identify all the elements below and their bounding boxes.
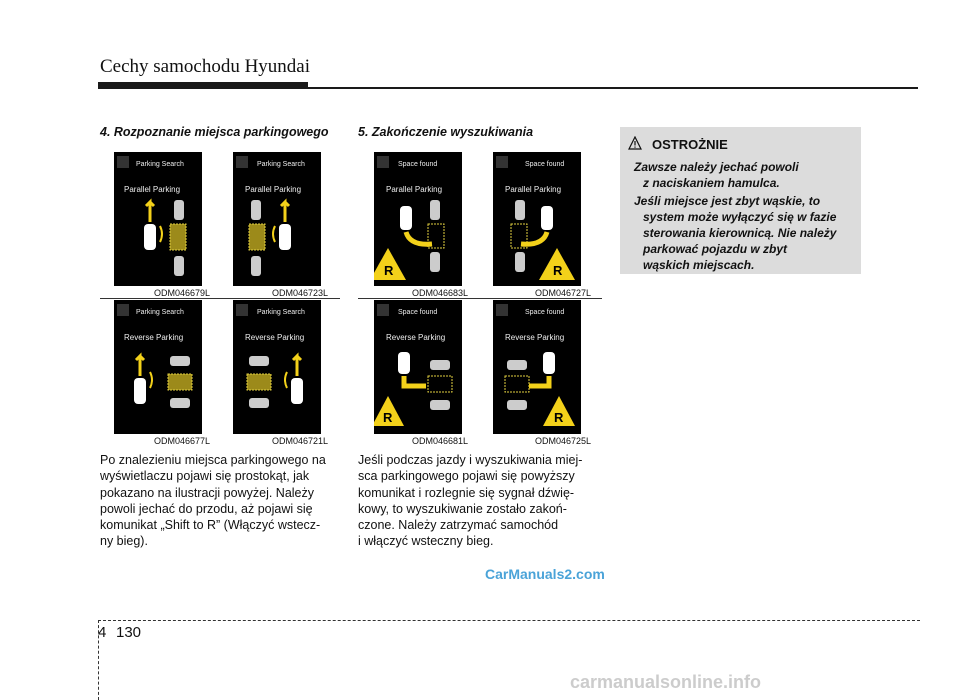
caution-item: Jeśli miejsce jest zbyt wąskie, to system może wyłączyć się w fazie sterowania kierownicą. Nie należy parkować pojazdu w zbyt wąskich miejscach. [634, 194, 837, 272]
figure-parking-search-reverse-2 [233, 300, 321, 434]
page-number-value: 130 [116, 624, 142, 641]
mode-label: Reverse Parking [245, 333, 305, 342]
figure-code: ODM046727L [535, 288, 592, 298]
mode-label: Reverse Parking [124, 333, 184, 342]
figure-code: ODM046723L [272, 288, 329, 298]
r-badge: R [553, 263, 563, 278]
figure-code: ODM046683L [412, 288, 469, 298]
figure-space-found-parallel-2 [493, 152, 581, 286]
figure-parking-search-reverse-1 [114, 300, 202, 434]
screen-label: Parking Search [136, 309, 184, 316]
screen-label: Parking Search [257, 161, 305, 168]
figure-code: ODM046721L [272, 436, 329, 446]
watermark-bottom: carmanualsonline.info [570, 672, 762, 692]
watermark-link[interactable]: CarManuals2.com [485, 566, 605, 582]
figure-divider [358, 298, 602, 299]
section-5-body: Jeśli podczas jazdy i wyszukiwania miej- sca parkingowego pojawi się powyższy komunikat i rozlegnie się sygnał dźwię- kowy, to wyszukiwanie zostało zakoń- czone. Należy zatrzymać samochód i włączyć wsteczny bieg. [358, 453, 583, 549]
section-5-title: 5. Zakończenie wyszukiwania [358, 125, 534, 139]
figure-space-found-reverse-1 [374, 300, 462, 434]
mode-label: Reverse Parking [386, 333, 446, 342]
mode-label: Parallel Parking [124, 185, 181, 194]
figure-divider [100, 298, 340, 299]
caution-box [620, 127, 861, 274]
figure-space-found-reverse-2 [493, 300, 581, 434]
figure-space-found-parallel-1 [374, 152, 462, 286]
screen-label: Space found [398, 309, 438, 316]
figure-parking-search-parallel-1 [114, 152, 202, 286]
figure-code: ODM046725L [535, 436, 592, 446]
screen-label: Parking Search [136, 161, 184, 168]
r-badge: R [554, 410, 564, 425]
r-badge: R [383, 410, 393, 425]
screen-label: Space found [525, 161, 565, 168]
header-rule [98, 87, 918, 89]
figure-code: ODM046677L [154, 436, 211, 446]
screen-label: Parking Search [257, 309, 305, 316]
caution-item: Zawsze należy jechać powoli z naciskaniem hamulca. [634, 160, 799, 190]
caution-title: OSTROŻNIE [652, 137, 728, 152]
figure-code: ODM046679L [154, 288, 211, 298]
figure-code: ODM046681L [412, 436, 469, 446]
screen-label: Space found [525, 309, 565, 316]
mode-label: Reverse Parking [505, 333, 565, 342]
r-badge: R [384, 263, 394, 278]
warning-triangle-icon [628, 136, 642, 150]
mode-label: Parallel Parking [505, 185, 562, 194]
section-4-title: 4. Rozpoznanie miejsca parkingowego [100, 125, 329, 139]
figure-parking-search-parallel-2 [233, 152, 321, 286]
mode-label: Parallel Parking [386, 185, 443, 194]
header-title: Cechy samochodu Hyundai [100, 56, 311, 77]
footer-rule [98, 620, 920, 621]
screen-label: Space found [398, 161, 438, 168]
section-4-body: Po znalezieniu miejsca parkingowego na wyświetlaczu pojawi się prostokąt, jak pokazano na ilustracji powyżej. Należy powoli jechać do przodu, aż pojawi się komunikat „Shift to R” (Włączyć wstecz- ny bieg). [100, 453, 326, 549]
mode-label: Parallel Parking [245, 185, 302, 194]
chapter-number: 4 [98, 624, 107, 641]
